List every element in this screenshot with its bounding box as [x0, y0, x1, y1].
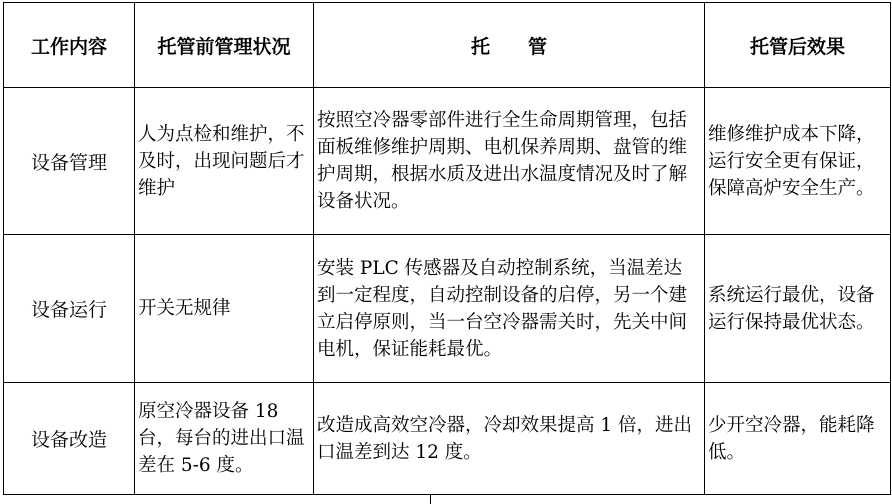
table-continuation-line	[430, 494, 431, 504]
header-trusteeship-part-1: 托	[470, 35, 490, 58]
trusteeship-comparison-table	[3, 2, 891, 495]
header-trusteeship-part-2: 管	[528, 35, 548, 58]
row-after: 少开空冷器，能耗降低。	[705, 383, 891, 495]
row-after: 维修维护成本下降，运行安全更有保证，保障高炉安全生产。	[705, 88, 891, 235]
row-trusteeship: 改造成高效空冷器，冷却效果提高 1 倍，进出口温差到达 12 度。	[314, 383, 705, 495]
header-after-trusteeship: 托管后效果	[705, 3, 891, 88]
header-before-trusteeship: 托管前管理状况	[135, 3, 314, 88]
row-category: 设备运行	[4, 235, 135, 383]
header-trusteeship	[314, 3, 705, 88]
row-before: 人为点检和维护，不及时，出现问题后才维护	[135, 88, 314, 235]
table-row	[4, 88, 891, 235]
row-trusteeship: 安装 PLC 传感器及自动控制系统，当温差达到一定程度，自动控制设备的启停，另一个建立启停原则，当一台空冷器需关时，先关中间电机，保证能耗最优。	[314, 235, 705, 383]
row-trusteeship: 按照空冷器零部件进行全生命周期管理，包括面板维修维护周期、电机保养周期、盘管的维护周期，根据水质及进出水温度情况及时了解设备状况。	[314, 88, 705, 235]
header-work-content: 工作内容	[4, 3, 135, 88]
table-row	[4, 383, 891, 495]
table-header-row	[4, 3, 891, 88]
row-before: 原空冷器设备 18 台，每台的进出口温差在 5-6 度。	[135, 383, 314, 495]
row-category: 设备改造	[4, 383, 135, 495]
table-row	[4, 235, 891, 383]
row-before: 开关无规律	[135, 235, 314, 383]
row-after: 系统运行最优，设备运行保持最优状态。	[705, 235, 891, 383]
row-category: 设备管理	[4, 88, 135, 235]
